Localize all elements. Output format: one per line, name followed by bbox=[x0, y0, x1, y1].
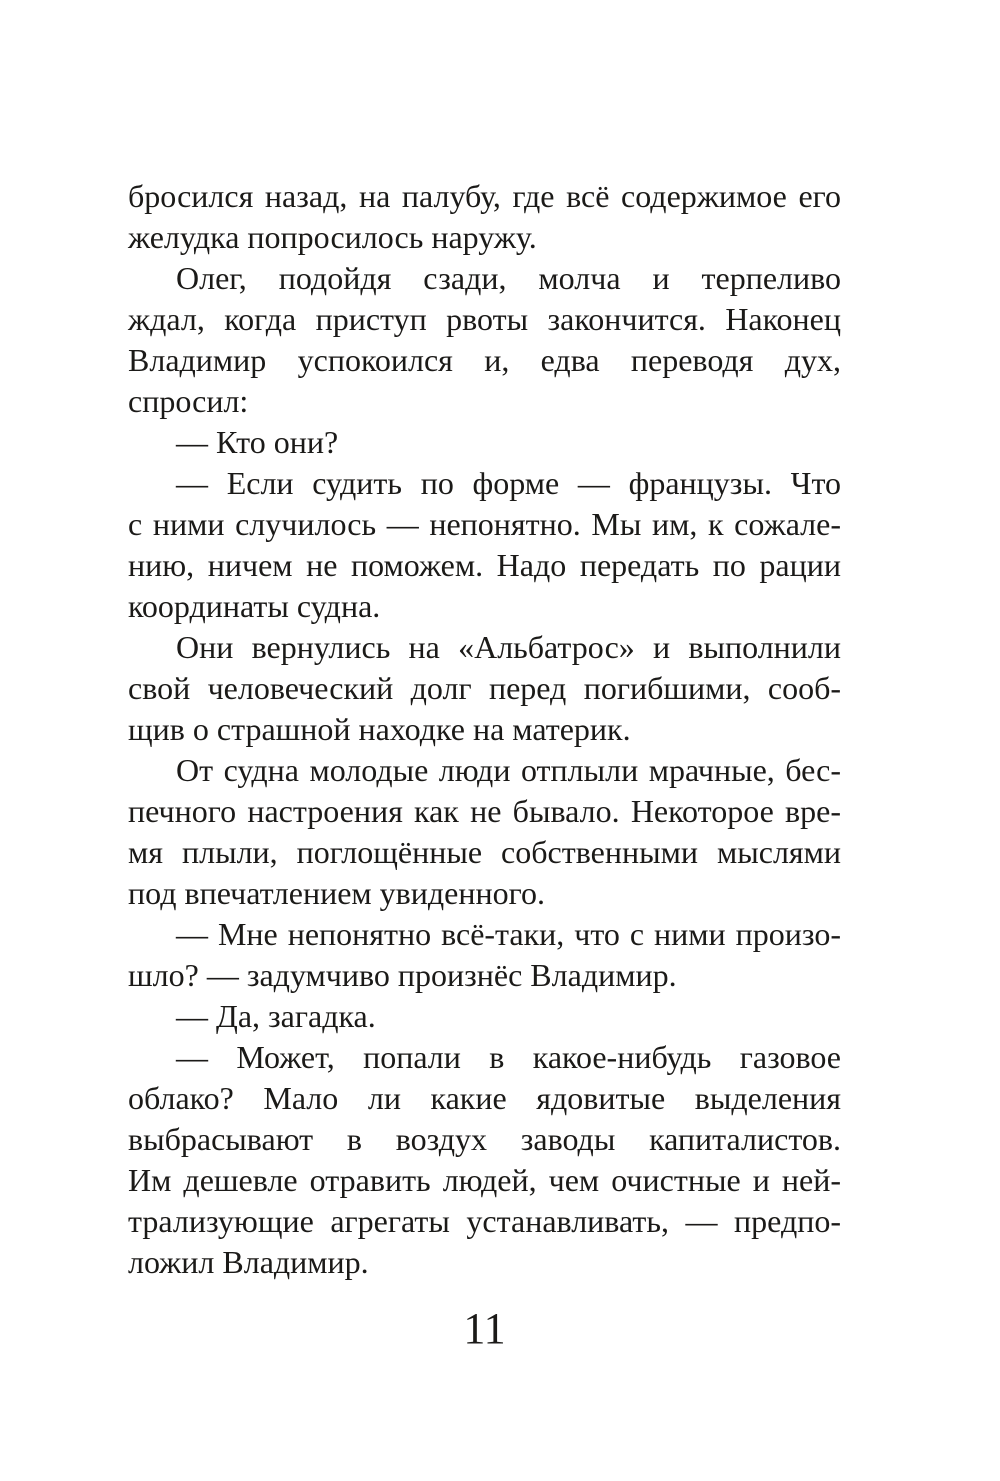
text-line: Владимир успокоился и, едва переводя дух, bbox=[128, 342, 841, 378]
paragraph bbox=[128, 463, 841, 627]
paragraph bbox=[128, 1037, 841, 1283]
paragraph bbox=[128, 258, 841, 422]
paragraph bbox=[128, 996, 841, 1037]
text-line: координаты судна. bbox=[128, 588, 381, 624]
text-line: От судна молодые люди отплыли мрачные, бес- bbox=[176, 752, 841, 788]
text-line: щив о страшной находке на материк. bbox=[128, 711, 631, 747]
text-line: выбрасывают в воздух заводы капиталистов. bbox=[128, 1121, 841, 1157]
text-line: под впечатлением увиденного. bbox=[128, 875, 545, 911]
text-line: ложил Владимир. bbox=[128, 1244, 369, 1280]
text-line: Им дешевле отравить людей, чем очистные и ней- bbox=[128, 1162, 841, 1198]
text-line: — Может, попали в какое-нибудь газовое bbox=[176, 1039, 841, 1075]
text-line: — Мне непонятно всё-таки, что с ними произо- bbox=[176, 916, 841, 952]
text-line: печного настроения как не бывало. Некоторое вре- bbox=[128, 793, 841, 829]
paragraph bbox=[128, 422, 841, 463]
text-line: с ними случилось — непонятно. Мы им, к сожале- bbox=[128, 506, 841, 542]
paragraph bbox=[128, 914, 841, 996]
text-line: бросился назад, на палубу, где всё содержимое его bbox=[128, 178, 841, 214]
text-line: желудка попросилось наружу. bbox=[128, 219, 537, 255]
text-line: — Кто они? bbox=[176, 424, 339, 460]
paragraph bbox=[128, 176, 841, 258]
text-line: ждал, когда приступ рвоты закончится. Наконец bbox=[128, 301, 841, 337]
paragraph bbox=[128, 627, 841, 750]
text-line: шло? — задумчиво произнёс Владимир. bbox=[128, 957, 677, 993]
text-line: Они вернулись на «Альбатрос» и выполнили bbox=[176, 629, 841, 665]
text-line: спросил: bbox=[128, 383, 249, 419]
text-line: свой человеческий долг перед погибшими, сооб- bbox=[128, 670, 841, 706]
text-line: — Если судить по форме — французы. Что bbox=[176, 465, 841, 501]
paragraph bbox=[128, 750, 841, 914]
text-line: трализующие агрегаты устанавливать, — предпо- bbox=[128, 1203, 841, 1239]
text-line: облако? Мало ли какие ядовитые выделения bbox=[128, 1080, 841, 1116]
text-line: нию, ничем не поможем. Надо передать по рации bbox=[128, 547, 841, 583]
text-line: — Да, загадка. bbox=[176, 998, 376, 1034]
text-line: Олег, подойдя сзади, молча и терпеливо bbox=[176, 260, 841, 296]
text-line: мя плыли, поглощённые собственными мыслями bbox=[128, 834, 841, 870]
page-number: 11 bbox=[463, 1304, 506, 1353]
page-text-block bbox=[128, 176, 841, 1283]
